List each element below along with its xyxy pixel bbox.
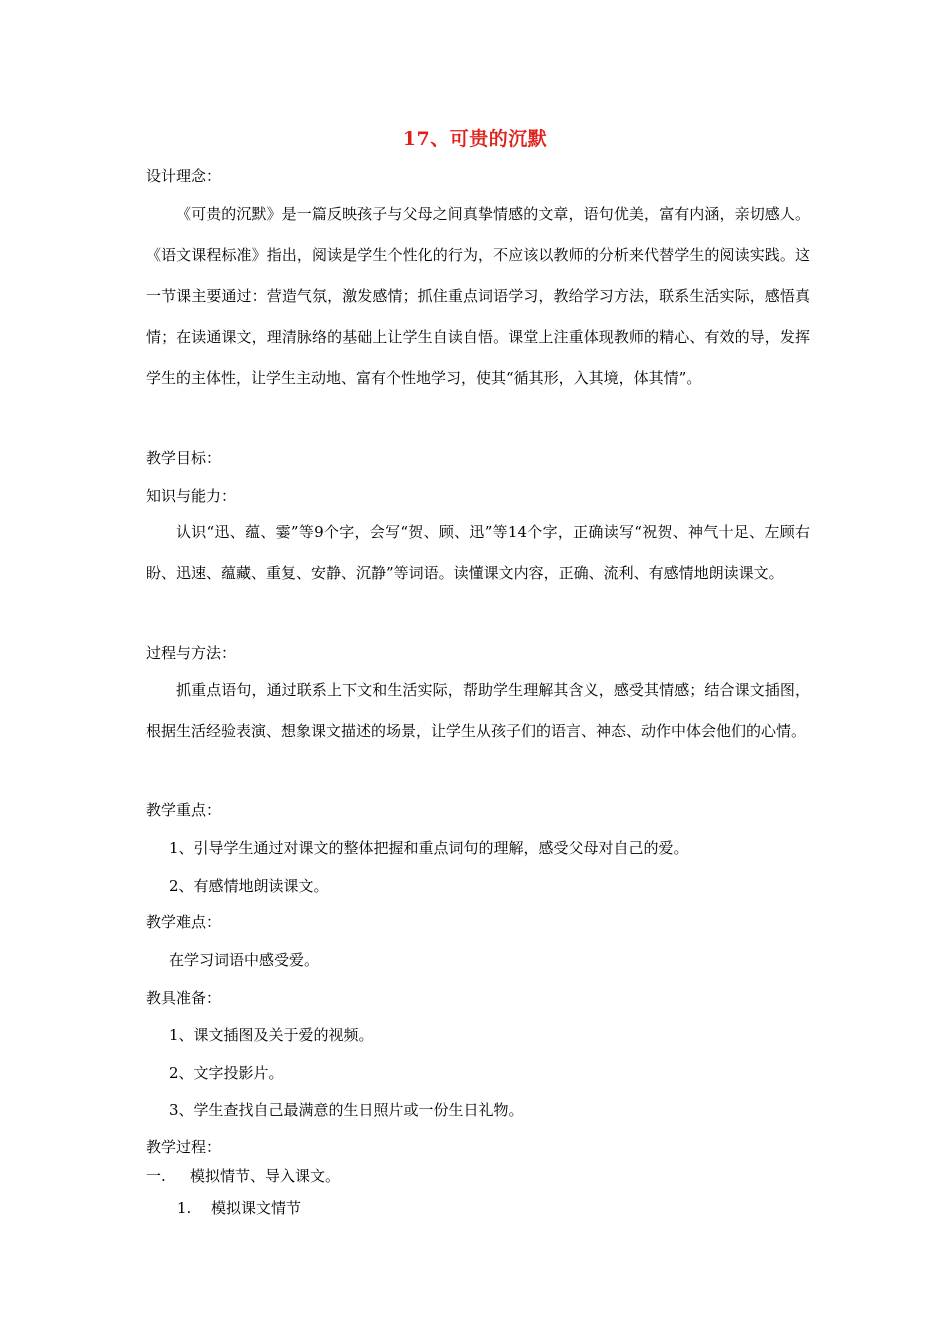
paragraph-process-method: 抓重点语句，通过联系上下文和生活实际，帮助学生理解其含义，感受其情感；结合课文插图，根据生活经验表演、想象课文描述的场景，让学生从孩子们的语言、神态、动作中体会他们的心情。 — [146, 681, 810, 740]
process-step-one — [146, 1166, 816, 1186]
key-point-item: 1、引导学生通过对课文的整体把握和重点词句的理解，感受父母对自己的爱。 — [169, 839, 689, 857]
process-sub-step-one — [177, 1198, 847, 1218]
step-one-marker: 一. — [146, 1167, 166, 1185]
heading-key-points: 教学重点： — [146, 801, 222, 819]
heading-knowledge: 知识与能力： — [146, 487, 237, 505]
heading-materials: 教具准备： — [146, 989, 222, 1007]
material-item: 1、课文插图及关于爱的视频。 — [169, 1026, 374, 1044]
heading-difficulties: 教学难点： — [146, 913, 222, 931]
heading-process-method: 过程与方法： — [146, 644, 237, 662]
paragraph-knowledge: 认识“迅、蕴、霎”等9个字，会写“贺、顾、迅”等14个字，正确读写“祝贺、神气十足、左顾右盼、迅速、蕴藏、重复、安静、沉静”等词语。读懂课文内容，正确、流利、有感情地朗读课文。 — [146, 523, 810, 582]
paragraph-design-concept: 《可贵的沉默》是一篇反映孩子与父母之间真挚情感的文章，语句优美，富有内涵，亲切感人。《语文课程标准》指出，阅读是学生个性化的行为，不应该以教师的分析来代替学生的阅读实践。这一节课主要通过：营造气氛，激发感情；抓住重点词语学习，教给学习方法，联系生活实际，感悟真情；在读通课文，理清脉络的基础上让学生自读自悟。课堂上注重体现教师的精心、有效的导，发挥学生的主体性，让学生主动地、富有个性地学习，使其“循其形，入其境，体其情”。 — [146, 205, 810, 387]
difficulty-item: 在学习词语中感受爱。 — [169, 951, 320, 969]
sub-step-one-text: 模拟课文情节 — [211, 1199, 302, 1217]
step-one-text: 模拟情节、导入课文。 — [190, 1167, 341, 1185]
document-title: 17、可贵的沉默 — [402, 128, 548, 150]
key-point-item: 2、有感情地朗读课文。 — [169, 877, 329, 895]
material-item: 2、文字投影片。 — [169, 1064, 284, 1082]
heading-teaching-goals: 教学目标： — [146, 449, 222, 467]
sub-step-one-marker: 1. — [177, 1199, 192, 1217]
heading-design-concept: 设计理念： — [146, 167, 222, 185]
heading-teaching-process: 教学过程： — [146, 1138, 222, 1156]
material-item: 3、学生查找自己最满意的生日照片或一份生日礼物。 — [169, 1101, 524, 1119]
